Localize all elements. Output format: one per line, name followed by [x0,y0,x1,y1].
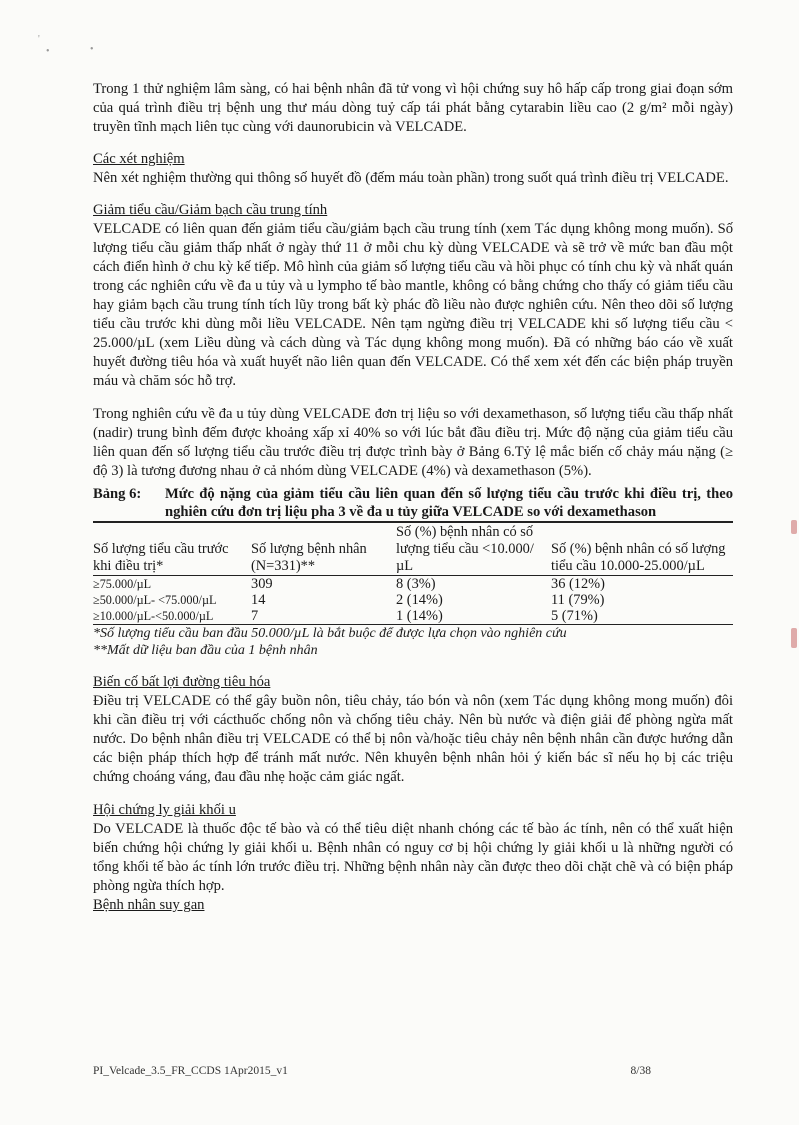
tests-paragraph: Nên xét nghiệm thường qui thông số huyết đồ (đếm máu toàn phần) trong suốt quá trình điều trị VELCADE. [93,170,729,186]
scan-mark: ' [38,34,40,45]
table-cell: 8 (3%) [396,576,436,592]
table-cell: 7 [251,608,259,624]
table-label: Bảng 6: [93,486,142,502]
table-cell: ≥50.000/µL- <75.000/µL [93,593,217,607]
page-body [93,80,733,915]
scan-mark: • [90,44,94,55]
table-cell: ≥10.000/µL-<50.000/µL [93,609,214,623]
table-row [93,576,733,593]
scan-mark: • [46,46,50,57]
table-cell: 2 (14%) [396,592,443,608]
table-footnote: *Số lượng tiểu cầu ban đầu 50.000/µL là bắt buộc để được lựa chọn vào nghiên cứu [93,626,567,641]
table-title: Mức độ nặng của giảm tiểu cầu liên quan đến số lượng tiểu cầu trước khi điều trị, theo nghiên cứu đơn trị liệu pha 3 về đa u tủy giữa VELCADE so với dexamethason [165,486,733,520]
table-cell: 11 (79%) [551,592,605,608]
scan-edge-mark [791,520,797,534]
document-id: PI_Velcade_3.5_FR_CCDS 1Apr2015_v1 [93,1065,288,1077]
tls-heading: Hội chứng ly giải khối u [93,802,236,818]
page-footer [93,1062,651,1081]
tests-heading: Các xét nghiệm [93,151,185,167]
thrombocytopenia-paragraph: VELCADE có liên quan đến giảm tiểu cầu/giảm bạch cầu trung tính (xem Tác dụng không mong muốn). Số lượng tiểu cầu giảm thấp nhất ở ngày thứ 11 ở mỗi chu kỳ dùng VELCADE và sẽ trở về mức ban đầu một cách điển hình ở chu kỳ kế tiếp. Mô hình của giảm số lượng tiểu cầu và hồi phục có tính chu kỳ và nhất quán trong các nghiên cứu về đa u tủy và u lympho tế bào mantle, không có bằng chứng cho thấy có giảm tiểu cầu hay giảm bạch cầu trung tính tích lũy trong bất kỳ phác đồ liều nào được nghiên cứu. Nên theo dõi số lượng tiểu cầu trước khi dùng mỗi liều VELCADE. Nên tạm ngừng điều trị VELCADE khi số lượng tiểu cầu < 25.000/µL (xem Liều dùng và cách dùng và Tác dụng không mong muốn). Đã có những báo cáo về xuất huyết đường tiêu hóa và xuất huyết não liên quan đến VELCADE. Có thể xem xét đến các biện pháp truyền máu và chăm sóc hỗ trợ. [93,221,733,389]
table-caption [93,485,733,521]
table-cell: ≥75.000/µL [93,577,152,591]
gi-heading: Biến cố bất lợi đường tiêu hóa [93,674,271,690]
header-10000-25000: Số (%) bệnh nhân có số lượng tiểu cầu 10.000-25.000/µL [551,522,733,576]
gi-paragraph: Điều trị VELCADE có thể gây buồn nôn, tiêu chảy, táo bón và nôn (xem Tác dụng không mong muốn) đôi khi cần điều trị với cácthuốc chống nôn và chống tiêu chảy. Nên bù nước và điện giải để phòng ngừa mất nước. Do bệnh nhân điều trị VELCADE có thể bị nôn và/hoặc tiêu chảy nên bệnh nhân cần được hướng dẫn các biện pháp thích hợp để tránh mất nước. Nên khuyên bệnh nhân hỏi ý kiến bác sĩ nếu họ bị các triệu chứng choáng váng, đau đầu nhẹ hoặc cảm giác ngất. [93,693,733,785]
table-cell: 1 (14%) [396,608,443,624]
table-cell: 14 [251,592,266,608]
scan-edge-mark [791,628,797,648]
thrombocytopenia-heading: Giảm tiểu cầu/Giảm bạch cầu trung tính [93,202,328,218]
table-row [93,608,733,625]
table-row [93,592,733,608]
table-cell: 36 (12%) [551,576,605,592]
tls-paragraph: Do VELCADE là thuốc độc tế bào và có thể tiêu diệt nhanh chóng các tế bào ác tính, nên có thể xuất hiện biến chứng hội chứng ly giải khối u. Bệnh nhân có nguy cơ bị hội chứng ly giải khối u là những người có tổng khối tế bào ác tính lớn trước điều trị. Những bệnh nhân này cần được theo dõi chặt chẽ và có biện pháp phòng ngừa thích hợp. [93,821,733,894]
header-patient-count: Số lượng bệnh nhân (N=331)** [251,522,396,576]
intro-paragraph: Trong 1 thử nghiệm lâm sàng, có hai bệnh nhân đã tử vong vì hội chứng suy hô hấp cấp trong giai đoạn sớm của quá trình điều trị bệnh ung thư máu dòng tuỷ cấp tái phát bằng cytarabin liều cao (2 g/m² mỗi ngày) truyền tĩnh mạch liên tục cùng với daunorubicin và VELCADE. [93,81,733,135]
header-baseline-platelets: Số lượng tiểu cầu trước khi điều trị* [93,522,251,576]
table-cell: 309 [251,576,273,592]
table-cell: 5 (71%) [551,608,598,624]
table-header-row [93,522,733,576]
myeloma-paragraph: Trong nghiên cứu về đa u tủy dùng VELCADE đơn trị liệu so với dexamethason, số lượng tiểu cầu thấp nhất (nadir) trung bình đếm được khoảng xấp xỉ 40% so với lúc bắt đầu điều trị. Mức độ nặng của giảm tiểu cầu liên quan đến số lượng tiểu cầu trước điều trị được trình bày ở Bảng 6.Tỷ lệ mắc biến cố chảy máu nặng (≥ độ 3) là tương đương nhau ở cả nhóm dùng VELCADE (4%) và dexamethason (5%). [93,406,733,479]
table-footnote: **Mất dữ liệu ban đầu của 1 bệnh nhân [93,643,318,658]
hepatic-heading: Bệnh nhân suy gan [93,897,205,913]
platelet-table [93,521,733,625]
page-number: 8/38 [630,1065,651,1077]
header-below-10000: Số (%) bệnh nhân có số lượng tiểu cầu <10.000/µL [396,522,551,576]
